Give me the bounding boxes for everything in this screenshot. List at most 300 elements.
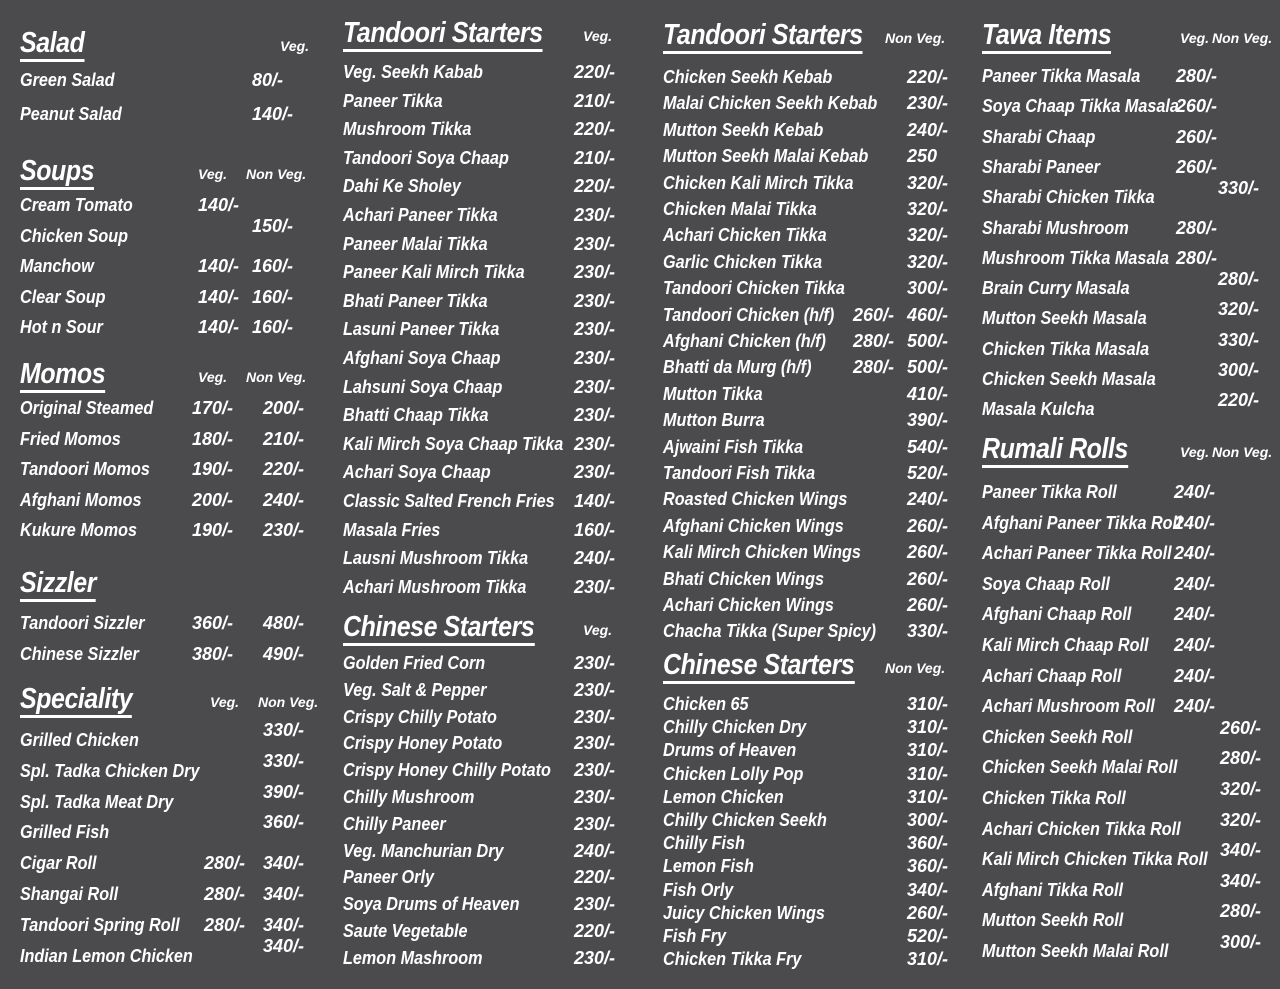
menu-item (663, 595, 963, 617)
menu-item-name: Bhatti Chaap Tikka (343, 405, 489, 426)
nonveg-price: 410/- (907, 383, 949, 404)
veg-price: 280/- (853, 331, 895, 351)
menu-item (663, 252, 963, 274)
veg-price: 240/- (574, 548, 616, 569)
nonveg-price: 340/- (263, 853, 305, 874)
menu-item-name: Chicken Soup (20, 225, 129, 246)
menu-item-name: Paneer Orly (343, 867, 434, 888)
nonveg-price: 150/- (252, 215, 294, 236)
menu-item (343, 462, 643, 484)
nonveg-price: 160/- (252, 256, 294, 276)
menu-item-name: Brain Curry Masala (982, 278, 1130, 299)
menu-item-name: Garlic Chicken Tikka (663, 251, 823, 272)
veg-price: 230/- (574, 205, 616, 225)
section-heading: Soups (20, 156, 94, 190)
menu-item-name: Dahi Ke Sholey (343, 176, 461, 197)
menu-item-name: Chilly Chicken Seekh (663, 810, 827, 830)
menu-item-name: Chicken Malai Tikka (663, 199, 817, 219)
menu-item-name: Paneer Malai Tikka (343, 233, 488, 254)
menu-item-name: Chicken Tikka Fry (663, 949, 802, 970)
menu-item (982, 66, 1280, 88)
menu-item (982, 299, 1280, 330)
menu-item (343, 234, 643, 256)
menu-item (663, 489, 963, 511)
menu-item-name: Chicken Seekh Kebab (663, 67, 833, 87)
veg-price: 230/- (574, 894, 616, 915)
nonveg-price: 310/- (907, 717, 949, 738)
nonveg-price: 310/- (907, 740, 949, 761)
section-heading: Chinese Starters (343, 612, 534, 646)
menu-item-name: Mutton Seekh Malai Roll (982, 941, 1169, 961)
menu-item (343, 205, 643, 227)
menu-item-name: Kali Mirch Chaap Roll (982, 635, 1149, 655)
menu-item (663, 199, 963, 221)
menu-item (20, 459, 320, 481)
menu-item (982, 901, 1280, 932)
veg-price: 230/- (574, 760, 616, 781)
menu-item (343, 814, 643, 836)
menu-item (343, 405, 643, 427)
menu-item (982, 390, 1280, 421)
menu-column (20, 0, 320, 989)
menu-item (663, 949, 963, 971)
menu-item-name: Mushroom Tikka Masala (982, 247, 1169, 268)
menu-item (663, 569, 963, 591)
nonveg-price: 260/- (907, 515, 949, 536)
nonveg-price: 340/- (263, 884, 305, 904)
veg-price: 210/- (574, 90, 616, 111)
menu-item-name: Tandoori Fish Tikka (663, 463, 816, 483)
menu-item (663, 542, 963, 564)
menu-item (20, 287, 320, 309)
menu-item-name: Chicken Kali Mirch Tikka (663, 172, 854, 193)
menu-item-name: Crispy Honey Chilly Potato (343, 760, 551, 781)
nonveg-price: 320/- (907, 225, 949, 246)
nonveg-price: 330/- (263, 750, 305, 771)
menu-item (982, 269, 1280, 300)
veg-price: 140/- (198, 286, 240, 307)
nonveg-price: 520/- (907, 926, 949, 946)
menu-item (982, 809, 1280, 841)
menu-item (982, 635, 1280, 657)
menu-item (982, 178, 1280, 209)
menu-item (343, 680, 643, 702)
section-heading: Tawa Items (982, 20, 1111, 54)
veg-price: 190/- (192, 520, 234, 540)
menu-item (20, 644, 320, 666)
price-column-label: Veg. (1180, 444, 1210, 460)
veg-price: 230/- (574, 947, 616, 968)
menu-item-name: Saute Vegetable (343, 921, 468, 941)
menu-item (982, 779, 1280, 810)
nonveg-price: 340/- (907, 879, 949, 900)
menu-item (343, 653, 643, 675)
menu-item (343, 91, 643, 113)
menu-item (663, 67, 963, 89)
nonveg-price: 330/- (907, 621, 949, 642)
menu-item-name: Paneer Kali Mirch Tikka (343, 262, 525, 283)
nonveg-price: 260/- (907, 542, 949, 563)
menu-column (982, 0, 1280, 989)
menu-item (343, 520, 643, 542)
menu-item-name: Veg. Salt & Pepper (343, 679, 487, 700)
menu-item-name: Drums of Heaven (663, 740, 797, 761)
menu-item (20, 935, 320, 968)
nonveg-price: 360/- (263, 812, 305, 833)
menu-item-name: Tandoori Spring Roll (20, 914, 180, 935)
menu-item-name: Cream Tomato (20, 195, 133, 215)
nonveg-price: 520/- (907, 463, 949, 483)
menu-item-name: Grilled Chicken (20, 730, 139, 750)
menu-item (663, 926, 963, 948)
nonveg-price: 390/- (907, 410, 949, 431)
price-column-label: Veg. (1180, 30, 1210, 46)
menu-item (663, 120, 963, 142)
veg-price: 230/- (574, 787, 616, 807)
veg-price: 240/- (1174, 482, 1216, 502)
menu-item (20, 884, 320, 906)
menu-item (343, 377, 643, 399)
menu-item-name: Golden Fried Corn (343, 653, 486, 673)
nonveg-price: 310/- (907, 786, 949, 807)
menu-item (663, 787, 963, 809)
section-heading: Rumali Rolls (982, 434, 1128, 468)
veg-price: 230/- (574, 813, 616, 834)
nonveg-price: 320/- (1220, 809, 1262, 830)
menu-item (663, 384, 963, 406)
veg-price: 280/- (1176, 66, 1218, 86)
menu-item-name: Mushroom Tikka (343, 119, 472, 140)
menu-item-name: Mutton Seekh Roll (982, 910, 1124, 931)
menu-item (663, 410, 963, 432)
nonveg-price: 240/- (907, 119, 949, 140)
menu-item-name: Fish Fry (663, 926, 727, 946)
menu-item-name: Tandoori Momos (20, 459, 150, 479)
menu-item-name: Lausni Mushroom Tikka (343, 548, 529, 569)
menu-item (982, 666, 1280, 688)
veg-price: 230/- (574, 262, 616, 283)
menu-item (982, 574, 1280, 596)
menu-item-name: Soya Chaap Roll (982, 573, 1110, 594)
menu-item-name: Lemon Fish (663, 856, 754, 877)
menu-item (20, 317, 320, 339)
menu-item-name: Paneer Tikka (343, 90, 443, 111)
menu-item-name: Fried Momos (20, 428, 121, 449)
menu-item-name: Achari Paneer Tikka (343, 205, 498, 225)
menu-item-name: Lemon Mashroom (343, 947, 483, 968)
menu-item-name: Achari Mushroom Roll (982, 696, 1155, 717)
nonveg-price: 360/- (907, 833, 949, 854)
menu-item-name: Shangai Roll (20, 884, 119, 904)
menu-item (663, 93, 963, 115)
menu-item-name: Fish Orly (663, 879, 734, 900)
veg-price: 240/- (574, 840, 616, 861)
menu-item-name: Kali Mirch Chicken Tikka Roll (982, 849, 1208, 870)
menu-item (982, 748, 1280, 779)
veg-price: 280/- (1176, 247, 1218, 268)
veg-price: 260/- (1176, 156, 1218, 177)
veg-price: 230/- (574, 405, 616, 426)
nonveg-price: 280/- (1218, 269, 1260, 290)
menu-item (343, 787, 643, 809)
veg-price: 280/- (204, 884, 246, 904)
menu-item-name: Bhati Chicken Wings (663, 568, 824, 589)
veg-price: 220/- (574, 921, 616, 941)
price-column-label: Veg. (210, 694, 240, 710)
price-column-label: Veg. (198, 166, 228, 182)
menu-item-name: Chacha Tikka (Super Spicy) (663, 621, 877, 642)
nonveg-price: 360/- (907, 856, 949, 877)
menu-item (20, 720, 320, 752)
veg-price: 360/- (192, 613, 234, 633)
nonveg-price: 330/- (263, 720, 305, 740)
veg-price: 230/- (574, 319, 616, 340)
menu-item (20, 70, 320, 92)
menu-item-name: Chilly Mushroom (343, 787, 475, 807)
menu-item-name: Juicy Chicken Wings (663, 902, 825, 923)
nonveg-price: 240/- (263, 489, 305, 510)
menu-item (20, 256, 320, 278)
menu-item-name: Crispy Honey Potato (343, 733, 503, 754)
menu-item (343, 894, 643, 916)
menu-item (663, 694, 963, 716)
menu-item (982, 870, 1280, 902)
menu-item-name: Chicken Seekh Roll (982, 726, 1133, 747)
menu-item (20, 750, 320, 783)
menu-item (343, 148, 643, 170)
menu-item (20, 613, 320, 635)
section-heading: Tandoori Starters (343, 18, 543, 52)
nonveg-price: 200/- (263, 398, 305, 418)
menu-item-name: Achari Chicken Tikka Roll (982, 818, 1181, 839)
menu-item-name: Chicken Seekh Malai Roll (982, 757, 1178, 778)
veg-price: 230/- (574, 679, 616, 700)
menu-item-name: Lahsuni Soya Chaap (343, 376, 503, 397)
menu-item-name: Clear Soup (20, 286, 106, 307)
menu-item-name: Sharabi Paneer (982, 156, 1100, 177)
menu-item (982, 360, 1280, 391)
menu-item (982, 329, 1280, 361)
menu-item (20, 490, 320, 512)
menu-item (663, 880, 963, 902)
menu-item (982, 248, 1280, 270)
nonveg-price: 390/- (263, 781, 305, 802)
nonveg-price: 260/- (907, 568, 949, 589)
menu-item (663, 278, 963, 300)
nonveg-price: 300/- (907, 810, 949, 830)
menu-item (982, 840, 1280, 871)
menu-item-name: Bhati Paneer Tikka (343, 290, 488, 311)
nonveg-price: 540/- (907, 436, 949, 457)
veg-price: 380/- (192, 643, 234, 664)
menu-item-name: Bhatti da Murg (h/f) (663, 357, 812, 378)
menu-item (343, 760, 643, 782)
veg-price: 210/- (574, 147, 616, 168)
menu-item (343, 548, 643, 570)
menu-item (982, 218, 1280, 240)
nonveg-price: 300/- (907, 278, 949, 299)
menu-item (20, 429, 320, 451)
menu-item (663, 437, 963, 459)
menu-item (343, 119, 643, 141)
menu-item (20, 781, 320, 814)
section-heading: Sizzler (20, 568, 96, 602)
nonveg-price: 310/- (907, 949, 949, 970)
menu-item (343, 262, 643, 284)
nonveg-price: 300/- (1218, 360, 1260, 380)
menu-item-name: Peanut Salad (20, 103, 122, 124)
veg-price: 240/- (1174, 604, 1216, 625)
nonveg-price: 220/- (263, 459, 305, 479)
menu-item-name: Lasuni Paneer Tikka (343, 319, 500, 340)
nonveg-price: 280/- (1220, 748, 1262, 769)
veg-price: 220/- (574, 62, 616, 82)
nonveg-price: 330/- (1218, 329, 1260, 350)
veg-price: 230/- (574, 433, 616, 454)
menu-item-name: Sharabi Mushroom (982, 217, 1129, 238)
menu-item-name: Chilly Fish (663, 833, 745, 854)
menu-item-name: Manchow (20, 256, 94, 276)
menu-item-name: Mutton Burra (663, 410, 765, 431)
menu-item-name: Mutton Seekh Malai Kebab (663, 146, 869, 167)
section-heading: Speciality (20, 684, 132, 718)
nonveg-price: 490/- (263, 643, 305, 664)
section-heading: Momos (20, 359, 105, 393)
menu-item-name: Achari Soya Chaap (343, 462, 491, 483)
menu-item-name: Chicken 65 (663, 694, 749, 714)
nonveg-price: 210/- (263, 428, 305, 449)
menu-item-name: Chinese Sizzler (20, 643, 139, 664)
menu-item (343, 733, 643, 755)
menu-item-name: Tandoori Sizzler (20, 613, 145, 633)
veg-price: 170/- (192, 398, 234, 418)
menu-item (663, 225, 963, 247)
menu-item (982, 696, 1280, 718)
veg-price: 140/- (198, 195, 240, 215)
menu-item-name: Green Salad (20, 70, 115, 90)
nonveg-price: 330/- (1218, 178, 1260, 199)
menu-item-name: Achari Paneer Tikka Roll (982, 543, 1172, 564)
price-column-label: Veg. (583, 622, 613, 638)
veg-price: 200/- (192, 489, 234, 510)
menu-item-name: Achari Chaap Roll (982, 665, 1122, 686)
menu-item (343, 434, 643, 456)
menu-item-name: Sharabi Chaap (982, 126, 1096, 147)
menu-item-name: Crispy Chilly Potato (343, 706, 497, 727)
veg-price: 230/- (574, 576, 616, 597)
nonveg-price: 320/- (907, 251, 949, 272)
nonveg-price: 160/- (252, 286, 294, 307)
menu-item-name: Cigar Roll (20, 853, 97, 874)
menu-item-name: Soya Drums of Heaven (343, 894, 520, 915)
menu-item-name: Kukure Momos (20, 520, 138, 540)
nonveg-price: 310/- (907, 763, 949, 784)
veg-price: 230/- (574, 290, 616, 311)
veg-price: 180/- (192, 428, 234, 449)
veg-price: 240/- (1174, 543, 1216, 564)
menu-item (663, 833, 963, 855)
veg-price: 140/- (198, 256, 240, 276)
menu-item (343, 291, 643, 313)
menu-item (982, 513, 1280, 535)
menu-item (663, 856, 963, 878)
menu-item-name: Classic Salted French Fries (343, 491, 555, 511)
menu-item-name: Tandoori Soya Chaap (343, 147, 509, 168)
menu-item-name: Tandoori Chicken Tikka (663, 278, 845, 299)
menu-item (982, 604, 1280, 626)
veg-price: 240/- (1174, 665, 1216, 686)
price-column-label: Non Veg. (258, 694, 319, 710)
menu-item-name: Spl. Tadka Meat Dry (20, 791, 174, 812)
veg-price: 160/- (574, 519, 616, 540)
menu-item (982, 157, 1280, 179)
price-column-label: Non Veg. (246, 166, 307, 182)
veg-price: 220/- (574, 119, 616, 140)
menu-item-name: Masala Kulcha (982, 399, 1095, 420)
menu-item (20, 812, 320, 844)
nonveg-price: 340/- (263, 935, 305, 956)
veg-price: 260/- (1176, 126, 1218, 147)
menu-item (343, 921, 643, 943)
menu-item (663, 516, 963, 538)
section-heading: Salad (20, 28, 84, 62)
menu-item-name: Lemon Chicken (663, 786, 784, 807)
veg-price: 280/- (204, 853, 246, 874)
menu-item (20, 915, 320, 937)
nonveg-price: 240/- (907, 489, 949, 510)
menu-item-name: Afghani Tikka Roll (982, 879, 1124, 900)
menu-item (663, 331, 963, 353)
menu-item-name: Afghani Chicken (h/f) (663, 331, 826, 351)
veg-price: 230/- (574, 733, 616, 754)
menu-item-name: Sharabi Chicken Tikka (982, 187, 1155, 208)
menu-item (663, 621, 963, 643)
menu-item (663, 146, 963, 168)
nonveg-price: 340/- (1220, 840, 1262, 861)
veg-price: 230/- (574, 462, 616, 483)
nonveg-price: 500/- (907, 331, 949, 351)
menu-item-name: Chicken Seekh Masala (982, 369, 1156, 389)
price-column-label: Veg. (198, 369, 228, 385)
price-column-label: Non Veg. (246, 369, 307, 385)
menu-item-name: Achari Chicken Wings (663, 595, 834, 615)
menu-item (663, 717, 963, 739)
menu-item (343, 491, 643, 513)
veg-price: 80/- (252, 70, 284, 90)
menu-item (343, 348, 643, 370)
menu-item (982, 482, 1280, 504)
menu-item-name: Tandoori Chicken (h/f) (663, 304, 835, 325)
menu-item-name: Veg. Manchurian Dry (343, 840, 504, 861)
menu-item-name: Original Steamed (20, 398, 154, 418)
price-column-label: Non Veg. (885, 30, 946, 46)
menu-item (663, 463, 963, 485)
menu-item-name: Chicken Tikka Masala (982, 338, 1150, 359)
menu-item (343, 62, 643, 84)
menu-item-name: Afghani Paneer Tikka Roll (982, 512, 1182, 533)
veg-price: 140/- (574, 491, 616, 511)
nonveg-price: 280/- (1220, 901, 1262, 922)
menu-item-name: Afghani Chicken Wings (663, 515, 844, 536)
veg-price: 280/- (1176, 217, 1218, 238)
nonveg-price: 500/- (907, 357, 949, 378)
menu-item (343, 176, 643, 198)
nonveg-price: 310/- (907, 694, 949, 714)
nonveg-price: 320/- (907, 172, 949, 193)
nonveg-price: 340/- (263, 914, 305, 935)
menu-item-name: Spl. Tadka Chicken Dry (20, 760, 200, 781)
menu-item-name: Achari Mushroom Tikka (343, 576, 527, 597)
